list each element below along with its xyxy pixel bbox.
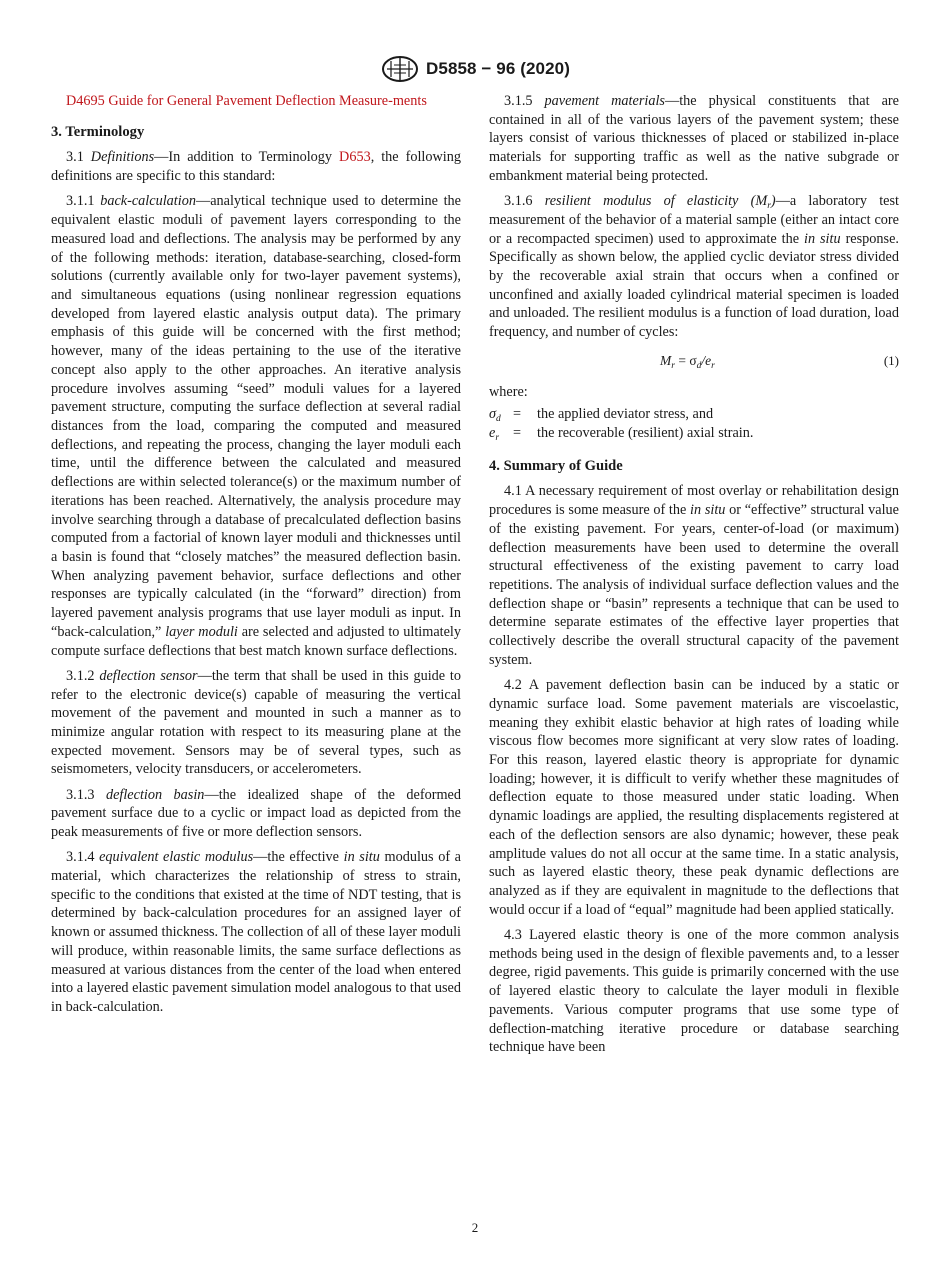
definition-sigma-d: $\sigma_d$ = the applied deviator stress, and: [489, 406, 714, 425]
where-label: where:: [489, 383, 528, 400]
standard-designation: D5858 − 96 (2020): [426, 59, 570, 78]
para-3-1-5: 3.1.5 pavement materials—the physical constituents that are contained in all of the various layers of the pavement system; these layers consist of various thicknesses of placed or stabilized in-place materials for supporting traffic as well as the native subgrade or embankment material being protected.: [489, 93, 899, 184]
ref-code-link[interactable]: D4695: [66, 93, 105, 109]
page-header: [0, 56, 950, 82]
para-3-1-3: 3.1.3 deflection basin—the idealized shape of the deformed pavement surface due to a cyclic or impact load as depicted from the peak measurements of five or more deflection sensors.: [51, 786, 461, 841]
para-3-1-1: 3.1.1 back-calculation—analytical technique used to determine the equivalent elastic moduli of pavement layers corresponding to the measured load and deflections. The analysis may be performed by any of the following methods: iteration, database-searching, closed-form solutions (currently available only for two-layer pavement systems), and simultaneous equations (using nonlinear regression equations developed from layered elastic analysis output data). The primary emphasis of this guide will be concerned with the first method; however, many of the ideas pertaining to the use of the iterative concept also apply to the other approaches. An iterative analysis procedure involves assuming “seed” moduli values for a layered pavement structure, computing the surface deflection at several radial distances from the load, comparing the computed and measured deflections, and repeating the process, changing the layer moduli each time, until the difference between the calculated and measured deflections are within selected tolerance(s) or the maximum number of iterations has been reached. Alternatively, the analysis procedure may involve searching through a database of precalculated deflection basins computed from a factorial of known layer moduli and thicknesses until a basin is found that “closely matches” the measured deflection basin. When analyzing pavement behavior, surface deflections and other responses are typically calculated (in the “forward” direction) from layered pavement analysis programs that use layer moduli as input. In “back-calculation,” layer moduli are selected and adjusted to ultimately compute surface deflections that best match known surface deflections.: [51, 193, 462, 659]
equation-number: (1): [883, 352, 899, 368]
para-3-1-6: 3.1.6 resilient modulus of elasticity $(M_r)—a$ laboratory test measurement of the behavior of a material sample (either an intact core or a recompacted specimen) used to approximate the in situ response. Specifically as shown below, the applied cyclic deviator stress divided by the recoverable axial strain that occurs when a confined or unconfined and axially loaded cylindrical material specimen is loaded and unloaded. The resilient modulus is a function of load duration, load frequency, and number of cycles:: [489, 193, 899, 341]
right-column: [489, 92, 899, 1064]
para-3-1-2: 3.1.2 deflection sensor—the term that shall be used in this guide to refer to the electronic device(s) capable of measuring the vertical movement of the pavement and mounted in such a manner as to minimize angular rotation with respect to its measuring plane at the expected movement. Sensors may be of several types, such as seismometers, velocity transducers, or accelerometers.: [51, 667, 462, 778]
para-3-1: 3.1 Definitions—In addition to Terminology D653, the following definitions are specific to this standard:: [51, 149, 462, 185]
ref-title-link[interactable]: Guide for General Pavement Deflection Measure-ments: [108, 93, 427, 109]
section-3-heading: 3. Terminology: [51, 123, 145, 140]
equation-expression: $M_r = \sigma_d/e_r$: [660, 352, 715, 371]
page-number: 2: [471, 1220, 479, 1235]
para-4-3: 4.3 Layered elastic theory is one of the more common analysis methods being used in the design of flexible pavements and, to a lesser degree, rigid pavements. This guide is primarily concerned with the use of layered elastic theory to calculate the layer moduli in flexible pavements. Various computer programs that use some type of deflection-matching iterative procedure or database searching technique have been: [489, 926, 899, 1056]
left-column: [51, 92, 461, 1023]
para-4-2: 4.2 A pavement deflection basin can be induced by a static or dynamic surface load. Some pavement materials are viscoelastic, meaning they exhibit elastic behavior at high rates of loading while viscous flow becomes more significant at very slow rates of loading. For this reason, layered elastic theory is appropriate for dynamic loading; however, it is difficult to verify whether these magnitudes of deflection equate to those measured under static loading. When dynamic loadings are applied, the resulting displacements registered at each of the deflection sensors are also dynamic; however, these peak amplitude values do not all occur at the same time. In a static analysis, such as layered elastic theory, these peak dynamic deflections are analyzed as if they are equivalent in magnitude to the deflections that would occur if a load of “equal” magnitude had been applied statically.: [489, 677, 899, 918]
ref-d653-link[interactable]: D653: [339, 149, 371, 166]
reference-d4695: [51, 92, 461, 111]
definition-e-r: $e_r$ = the recoverable (resilient) axial strain.: [489, 425, 754, 443]
equation-1: [489, 352, 899, 371]
para-4-1: 4.1 A necessary requirement of most overlay or rehabilitation design procedures is some measure of the in situ or “effective” structural value of the existing pavement. For years, center-of-load (or maximum) deflection measurements have been used to determine the overall structural effectiveness of the existing pavement to carry load repetitions. The analysis of individual surface deflection values and the deflection shape or “basin” represents a technique that can be used to determine separate estimates of the effective layer properties that collectively describe the overall structural capacity of the pavement system.: [489, 483, 899, 668]
para-3-1-4: 3.1.4 equivalent elastic modulus—the effective in situ modulus of a material, which characterizes the relationship of stress to strain, specific to the conditions that existed at the time of NDT testing, that is determined by back-calculation procedures for an assigned layer of known or assumed thickness. The collection of all of these layer moduli will produce, within reasonable limits, the same surface deflections as measured at various distances from the center of the load when entered into a layered elastic pavement simulation model analogous to that used in back-calculation.: [51, 849, 461, 1016]
astm-logo-icon: [380, 56, 420, 82]
section-4-heading: 4. Summary of Guide: [489, 457, 623, 474]
